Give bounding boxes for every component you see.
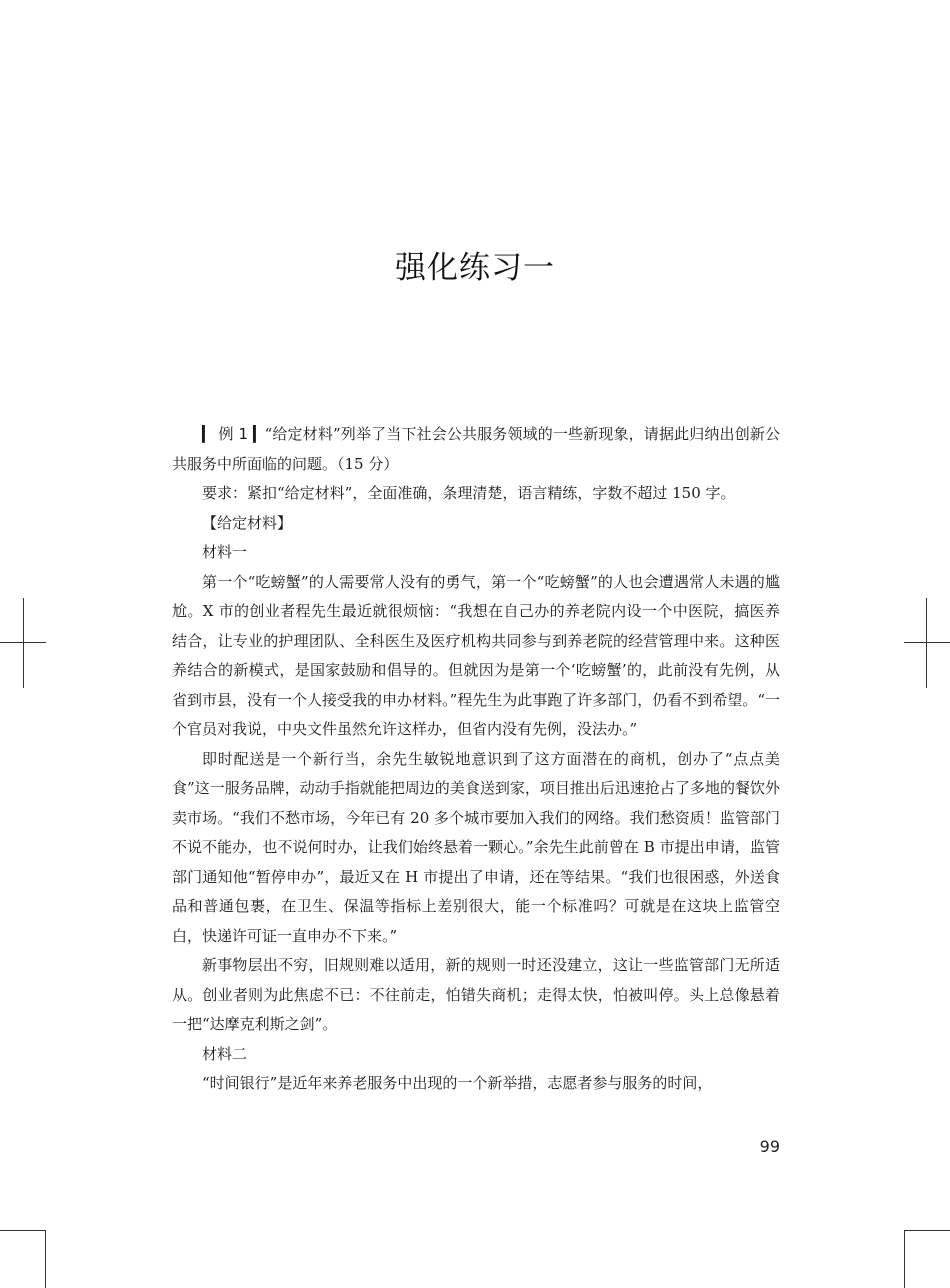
document-body xyxy=(172,420,780,1099)
example-question xyxy=(172,420,780,479)
crop-mark-right-vertical xyxy=(926,598,927,688)
crop-mark-right-horizontal xyxy=(904,642,950,643)
material2-paragraph: “时间银行”是近年来养老服务中出现的一个新举措，志愿者参与服务的时间， xyxy=(202,1074,713,1092)
crop-mark-bottom-left-horizontal xyxy=(0,1230,46,1231)
materials-heading: 【给定材料】 xyxy=(202,513,293,532)
material1-paragraph: 新事物层出不穷，旧规则难以适用，新的规则一时还没建立，这让一些监管部门无所适从。创业者则为此焦虑不已：不往前走，怕错失商机；走得太快，怕被叫停。头上总像悬着一把“达摩克利斯之剑”。 xyxy=(172,956,780,1033)
example-requirement: 要求：紧扣“给定材料”，全面准确，条理清楚，语言精练，字数不超过 150 字。 xyxy=(202,484,736,502)
example-bar-right: ▎ xyxy=(253,425,265,443)
crop-mark-bottom-right-horizontal xyxy=(904,1230,950,1231)
material1-paragraph: 即时配送是一个新行当，余先生敏锐地意识到了这方面潜在的商机，创办了“点点美食”这一服务品牌，动动手指就能把周边的美食送到家，项目推出后迅速抢占了多地的餐饮外卖市场。“我们不愁市场，今年已有 20 多个城市要加入我们的网络。我们愁资质！监管部门不说不能办，也不说何时办，让我们始终悬着一颗心。”余先生此前曾在 B 市提出申请，监管部门通知他“暂停申办”，最近又在 H 市提出了申请，还在等结果。“我们也很困惑，外送食品和普通包裹，在卫生、保温等指标上差别很大，能一个标准吗？可就是在这块上监管空白，快递许可证一直申办不下来。” xyxy=(172,749,780,945)
material1-label: 材料一 xyxy=(202,543,248,561)
example-label: 例 1 xyxy=(218,425,249,443)
material2-label: 材料二 xyxy=(202,1044,248,1063)
material1-paragraph: 第一个“吃螃蟹”的人需要常人没有的勇气，第一个“吃螃蟹”的人也会遭遇常人未遇的尴尬。X 市的创业者程先生最近就很烦恼：“我想在自己办的养老院内设一个中医院，搞医养结合，让专业的护理团队、全科医生及医疗机构共同参与到养老院的经营管理中来。这种医养结合的新模式，是国家鼓励和倡导的。但就因为是第一个‘吃螃蟹’的，此前没有先例，从省到市县，没有一个人接受我的申办材料。”程先生为此事跑了许多部门，仍看不到希望。“一个官员对我说，中央文件虽然允许这样办，但省内没有先例，没法办。” xyxy=(172,572,780,738)
example-question-text: “给定材料”列举了当下社会公共服务领域的一些新现象，请据此归纳出创新公共服务中所面临的问题。（15 分） xyxy=(172,425,780,473)
crop-mark-bottom-left-vertical xyxy=(45,1230,46,1288)
page-number: 99 xyxy=(759,1137,780,1156)
crop-mark-bottom-right-vertical xyxy=(904,1230,905,1288)
crop-mark-left-vertical xyxy=(23,598,24,688)
page-title: 强化练习一 xyxy=(395,250,555,286)
example-bar-left: ▎ xyxy=(202,425,214,443)
